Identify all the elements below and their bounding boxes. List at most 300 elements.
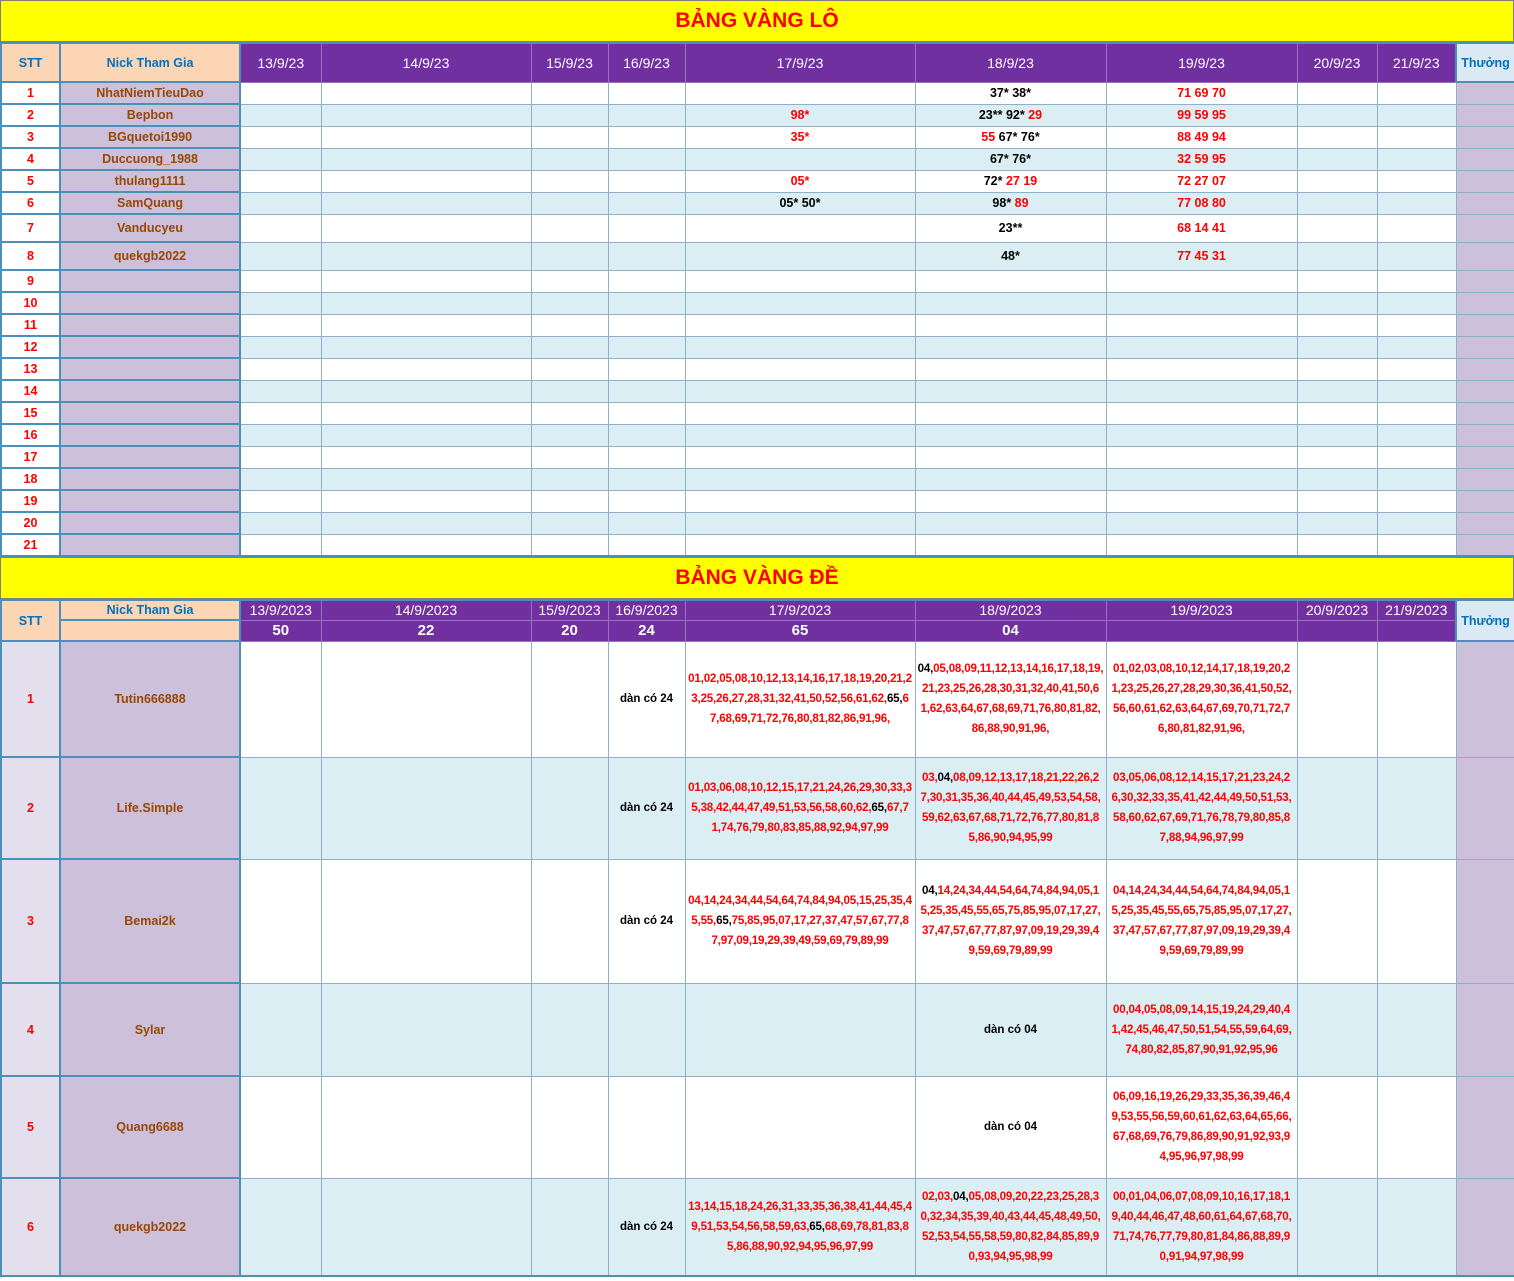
lo-cell-d16: [608, 126, 685, 148]
de-header-nick: Nick Tham Gia: [60, 600, 240, 620]
lo-cell-d14: [321, 214, 531, 242]
de-cell-d16: [608, 983, 685, 1076]
de-cell-d16: dàn có 24: [608, 641, 685, 757]
lo-cell-d16: [608, 314, 685, 336]
lo-cell-d16: [608, 148, 685, 170]
de-cell-d21: [1377, 1178, 1456, 1276]
lo-row-stt: 1: [1, 82, 60, 104]
lo-table-row: [1, 270, 1514, 292]
de-cell-d18: 04,05,08,09,11,12,13,14,16,17,18,19,21,23,25,26,28,30,31,32,40,41,50,61,62,63,64,67,68,69,71,76,80,81,82,86,88,90,91,96,: [915, 641, 1106, 757]
lo-row-stt: 2: [1, 104, 60, 126]
lo-cell-d20: [1297, 214, 1377, 242]
lo-row-nick: Bepbon: [60, 104, 240, 126]
lo-cell-d18: 55 67* 76*: [915, 126, 1106, 148]
lo-cell-d15: [531, 380, 608, 402]
de-table-row: [1, 641, 1514, 757]
lo-cell-d21: [1377, 490, 1456, 512]
lo-table-row: [1, 468, 1514, 490]
lo-row-thuong: [1456, 170, 1514, 192]
de-cell-d17: [685, 983, 915, 1076]
lo-row-thuong: [1456, 490, 1514, 512]
de-header-date: 17/9/2023: [685, 600, 915, 620]
lo-row-nick: BGquetoi1990: [60, 126, 240, 148]
de-row-stt: 3: [1, 859, 60, 983]
lo-cell-d14: [321, 534, 531, 556]
lo-cell-d18: [915, 270, 1106, 292]
lo-cell-d16: [608, 270, 685, 292]
de-header-nick-blank: [60, 620, 240, 641]
lo-cell-d20: [1297, 424, 1377, 446]
lo-cell-d16: [608, 490, 685, 512]
de-row-stt: 1: [1, 641, 60, 757]
lo-cell-d19: [1106, 468, 1297, 490]
lo-table-row: [1, 292, 1514, 314]
de-row-thuong: [1456, 983, 1514, 1076]
lo-cell-d13: [240, 336, 321, 358]
lo-row-nick: Duccuong_1988: [60, 148, 240, 170]
de-header-date: 20/9/2023: [1297, 600, 1377, 620]
lo-row-thuong: [1456, 270, 1514, 292]
lo-cell-d13: [240, 82, 321, 104]
lo-row-nick: SamQuang: [60, 192, 240, 214]
lo-row-thuong: [1456, 242, 1514, 270]
lo-cell-d17: [685, 314, 915, 336]
lo-cell-d17: [685, 270, 915, 292]
de-result: 20: [531, 620, 608, 641]
de-cell-d21: [1377, 757, 1456, 859]
lo-cell-d20: [1297, 358, 1377, 380]
lo-table-row: [1, 126, 1514, 148]
lo-row-stt: 6: [1, 192, 60, 214]
de-result: 04: [915, 620, 1106, 641]
lo-row-nick: quekgb2022: [60, 242, 240, 270]
lo-cell-d15: [531, 490, 608, 512]
lo-table-row: [1, 314, 1514, 336]
lo-cell-d13: [240, 534, 321, 556]
de-result: [1297, 620, 1377, 641]
de-header-date: 18/9/2023: [915, 600, 1106, 620]
de-cell-d17: 04,14,24,34,44,54,64,74,84,94,05,15,25,35,45,55,65,75,85,95,07,17,27,37,47,57,67,77,87,97,09,19,29,39,49,59,69,79,89,99: [685, 859, 915, 983]
lo-row-stt: 4: [1, 148, 60, 170]
de-cell-d15: [531, 859, 608, 983]
lo-cell-d16: [608, 292, 685, 314]
de-cell-d16: dàn có 24: [608, 859, 685, 983]
lo-cell-d21: [1377, 292, 1456, 314]
lo-table-row: [1, 82, 1514, 104]
lo-table-row: [1, 534, 1514, 556]
lo-cell-d19: 72 27 07: [1106, 170, 1297, 192]
lo-cell-d21: [1377, 242, 1456, 270]
lo-cell-d18: 67* 76*: [915, 148, 1106, 170]
de-table-row: [1, 1178, 1514, 1276]
lo-cell-d13: [240, 512, 321, 534]
lo-cell-d20: [1297, 446, 1377, 468]
lo-row-thuong: [1456, 126, 1514, 148]
lo-cell-d20: [1297, 170, 1377, 192]
lo-cell-d17: [685, 424, 915, 446]
de-row-stt: 6: [1, 1178, 60, 1276]
de-result: 24: [608, 620, 685, 641]
lo-cell-d14: [321, 468, 531, 490]
lo-row-thuong: [1456, 468, 1514, 490]
lo-cell-d18: 23**: [915, 214, 1106, 242]
lo-cell-d17: [685, 82, 915, 104]
lo-cell-d13: [240, 358, 321, 380]
lo-row-stt: 16: [1, 424, 60, 446]
lo-cell-d16: [608, 82, 685, 104]
lo-cell-d18: [915, 314, 1106, 336]
lo-table-row: [1, 336, 1514, 358]
lo-row-thuong: [1456, 380, 1514, 402]
lo-cell-d17: 05*: [685, 170, 915, 192]
lo-header-nick: Nick Tham Gia: [60, 43, 240, 82]
lo-row-nick: [60, 446, 240, 468]
lo-cell-d19: 88 49 94: [1106, 126, 1297, 148]
lo-cell-d14: [321, 126, 531, 148]
lo-cell-d14: [321, 270, 531, 292]
lo-cell-d16: [608, 192, 685, 214]
de-cell-d19: 06,09,16,19,26,29,33,35,36,39,46,49,53,55,56,59,60,61,62,63,64,65,66,67,68,69,76,79,86,89,90,91,92,93,94,95,96,97,98,99: [1106, 1076, 1297, 1178]
de-table-row: [1, 1076, 1514, 1178]
lo-row-stt: 3: [1, 126, 60, 148]
lo-cell-d20: [1297, 104, 1377, 126]
lo-cell-d16: [608, 468, 685, 490]
de-cell-d16: dàn có 24: [608, 757, 685, 859]
lo-cell-d18: 37* 38*: [915, 82, 1106, 104]
lo-table-row: [1, 104, 1514, 126]
lo-cell-d19: [1106, 358, 1297, 380]
de-row-thuong: [1456, 1178, 1514, 1276]
de-cell-d19: 04,14,24,34,44,54,64,74,84,94,05,15,25,35,45,55,65,75,85,95,07,17,27,37,47,57,67,77,87,97,09,19,29,39,49,59,69,79,89,99: [1106, 859, 1297, 983]
lo-row-nick: [60, 270, 240, 292]
lo-row-stt: 11: [1, 314, 60, 336]
de-cell-d20: [1297, 859, 1377, 983]
lo-cell-d18: [915, 336, 1106, 358]
lo-cell-d13: [240, 270, 321, 292]
lo-table-row: [1, 424, 1514, 446]
lo-table-row: [1, 490, 1514, 512]
lo-header-date: 19/9/23: [1106, 43, 1297, 82]
lo-cell-d17: 98*: [685, 104, 915, 126]
lo-cell-d19: 32 59 95: [1106, 148, 1297, 170]
de-result: [1106, 620, 1297, 641]
lo-cell-d19: [1106, 424, 1297, 446]
lo-cell-d15: [531, 534, 608, 556]
de-cell-d13: [240, 641, 321, 757]
lo-table-row: [1, 148, 1514, 170]
lo-cell-d18: [915, 292, 1106, 314]
de-result: 50: [240, 620, 321, 641]
lo-cell-d13: [240, 468, 321, 490]
lo-cell-d21: [1377, 214, 1456, 242]
lo-cell-d16: [608, 402, 685, 424]
lo-row-thuong: [1456, 214, 1514, 242]
lo-cell-d19: 99 59 95: [1106, 104, 1297, 126]
lo-cell-d21: [1377, 512, 1456, 534]
de-cell-d15: [531, 757, 608, 859]
de-header-thuong: Thưởng: [1456, 600, 1514, 641]
lo-cell-d15: [531, 424, 608, 446]
lo-cell-d17: [685, 148, 915, 170]
lo-cell-d21: [1377, 270, 1456, 292]
lo-cell-d15: [531, 446, 608, 468]
lo-cell-d14: [321, 314, 531, 336]
de-header-date: 16/9/2023: [608, 600, 685, 620]
lo-cell-d17: [685, 490, 915, 512]
de-cell-d20: [1297, 757, 1377, 859]
de-row-nick: quekgb2022: [60, 1178, 240, 1276]
lo-cell-d14: [321, 446, 531, 468]
de-cell-d19: 03,05,06,08,12,14,15,17,21,23,24,26,30,32,33,35,41,42,44,49,50,51,53,58,60,62,67,69,71,76,78,79,80,85,87,88,94,96,97,99: [1106, 757, 1297, 859]
lo-cell-d13: [240, 192, 321, 214]
de-header-date: 13/9/2023: [240, 600, 321, 620]
de-cell-d21: [1377, 1076, 1456, 1178]
lo-cell-d17: [685, 534, 915, 556]
lo-cell-d18: [915, 380, 1106, 402]
lo-cell-d21: [1377, 170, 1456, 192]
lo-cell-d18: 98* 89: [915, 192, 1106, 214]
lo-cell-d14: [321, 82, 531, 104]
lo-cell-d19: [1106, 490, 1297, 512]
lo-cell-d13: [240, 380, 321, 402]
de-cell-d15: [531, 641, 608, 757]
lo-cell-d19: [1106, 446, 1297, 468]
lo-cell-d18: [915, 424, 1106, 446]
de-cell-d20: [1297, 641, 1377, 757]
de-row-thuong: [1456, 757, 1514, 859]
lo-row-nick: thulang1111: [60, 170, 240, 192]
lo-cell-d19: [1106, 336, 1297, 358]
lo-cell-d13: [240, 314, 321, 336]
de-result: 22: [321, 620, 531, 641]
lo-cell-d15: [531, 512, 608, 534]
lo-cell-d15: [531, 270, 608, 292]
lo-row-thuong: [1456, 446, 1514, 468]
lo-cell-d19: 68 14 41: [1106, 214, 1297, 242]
de-header-date: 19/9/2023: [1106, 600, 1297, 620]
lo-cell-d16: [608, 534, 685, 556]
lo-cell-d16: [608, 104, 685, 126]
lo-row-nick: [60, 336, 240, 358]
lo-cell-d14: [321, 336, 531, 358]
de-cell-d19: 00,04,05,08,09,14,15,19,24,29,40,41,42,45,46,47,50,51,54,55,59,64,69,74,80,82,85,87,90,91,92,95,96: [1106, 983, 1297, 1076]
lo-cell-d18: [915, 490, 1106, 512]
lo-cell-d17: [685, 336, 915, 358]
de-cell-d17: 01,03,06,08,10,12,15,17,21,24,26,29,30,33,35,38,42,44,47,49,51,53,56,58,60,62,65,67,71,74,76,79,80,83,85,88,92,94,97,99: [685, 757, 915, 859]
lo-table-row: [1, 358, 1514, 380]
lo-cell-d20: [1297, 512, 1377, 534]
de-row-nick: Life.Simple: [60, 757, 240, 859]
lo-cell-d18: [915, 358, 1106, 380]
de-cell-d18: 03,04,08,09,12,13,17,18,21,22,26,27,30,31,35,36,40,44,45,49,53,54,58,59,62,63,67,68,71,72,76,77,80,81,85,86,90,94,95,99: [915, 757, 1106, 859]
de-cell-d21: [1377, 641, 1456, 757]
de-header-date: 15/9/2023: [531, 600, 608, 620]
lo-row-thuong: [1456, 82, 1514, 104]
lo-row-nick: [60, 402, 240, 424]
lo-cell-d21: [1377, 402, 1456, 424]
lo-cell-d13: [240, 242, 321, 270]
lo-cell-d16: [608, 424, 685, 446]
lo-row-stt: 10: [1, 292, 60, 314]
lo-cell-d17: [685, 292, 915, 314]
lo-cell-d14: [321, 402, 531, 424]
lo-header-date: 15/9/23: [531, 43, 608, 82]
de-row-thuong: [1456, 859, 1514, 983]
lo-row-nick: [60, 468, 240, 490]
de-cell-d19: 01,02,03,08,10,12,14,17,18,19,20,21,23,25,26,27,28,29,30,36,41,50,52,56,60,61,62,63,64,67,69,70,71,72,76,80,81,82,91,96,: [1106, 641, 1297, 757]
lo-row-thuong: [1456, 402, 1514, 424]
lo-cell-d14: [321, 490, 531, 512]
lo-cell-d13: [240, 490, 321, 512]
de-row-thuong: [1456, 1076, 1514, 1178]
de-header-date: 14/9/2023: [321, 600, 531, 620]
de-table-row: [1, 983, 1514, 1076]
lo-cell-d14: [321, 358, 531, 380]
lo-row-thuong: [1456, 358, 1514, 380]
lo-cell-d13: [240, 170, 321, 192]
lo-cell-d13: [240, 446, 321, 468]
lo-cell-d16: [608, 380, 685, 402]
lo-cell-d13: [240, 126, 321, 148]
lo-row-stt: 15: [1, 402, 60, 424]
de-title: BẢNG VÀNG ĐỀ: [0, 557, 1514, 599]
lo-cell-d14: [321, 242, 531, 270]
lo-cell-d14: [321, 512, 531, 534]
de-cell-d17: 01,02,05,08,10,12,13,14,16,17,18,19,20,21,23,25,26,27,28,31,32,41,50,52,56,61,62,65,67,68,69,71,72,76,80,81,82,86,91,96,: [685, 641, 915, 757]
lo-table-row: [1, 402, 1514, 424]
lo-row-stt: 17: [1, 446, 60, 468]
lo-cell-d19: 77 08 80: [1106, 192, 1297, 214]
lo-cell-d17: [685, 242, 915, 270]
lo-row-thuong: [1456, 314, 1514, 336]
lo-cell-d15: [531, 104, 608, 126]
de-result: 65: [685, 620, 915, 641]
lo-cell-d21: [1377, 126, 1456, 148]
de-cell-d18: dàn có 04: [915, 983, 1106, 1076]
lo-cell-d20: [1297, 490, 1377, 512]
lo-cell-d15: [531, 242, 608, 270]
de-cell-d15: [531, 1076, 608, 1178]
lo-cell-d19: [1106, 380, 1297, 402]
de-cell-d18: 02,03,04,05,08,09,20,22,23,25,28,30,32,34,35,39,40,43,44,45,48,49,50,52,53,54,55,58,59,80,82,84,85,89,90,93,94,95,98,99: [915, 1178, 1106, 1276]
lo-cell-d15: [531, 214, 608, 242]
lo-cell-d17: [685, 446, 915, 468]
de-cell-d15: [531, 1178, 608, 1276]
lo-cell-d20: [1297, 380, 1377, 402]
de-row-stt: 5: [1, 1076, 60, 1178]
de-cell-d15: [531, 983, 608, 1076]
lo-cell-d15: [531, 292, 608, 314]
lo-header-date: 13/9/23: [240, 43, 321, 82]
lo-cell-d21: [1377, 446, 1456, 468]
lo-cell-d17: [685, 214, 915, 242]
lo-cell-d21: [1377, 192, 1456, 214]
lo-cell-d16: [608, 242, 685, 270]
lo-cell-d21: [1377, 336, 1456, 358]
lo-row-stt: 8: [1, 242, 60, 270]
lo-cell-d17: [685, 358, 915, 380]
lo-cell-d16: [608, 512, 685, 534]
de-cell-d13: [240, 859, 321, 983]
lo-cell-d19: [1106, 270, 1297, 292]
lo-table-row: [1, 192, 1514, 214]
lo-row-stt: 7: [1, 214, 60, 242]
lo-cell-d18: [915, 446, 1106, 468]
de-cell-d20: [1297, 1178, 1377, 1276]
lo-cell-d15: [531, 148, 608, 170]
lo-cell-d21: [1377, 534, 1456, 556]
de-cell-d14: [321, 1178, 531, 1276]
de-row-nick: Sylar: [60, 983, 240, 1076]
lo-table-row: [1, 170, 1514, 192]
lo-header-date: 18/9/23: [915, 43, 1106, 82]
lo-cell-d21: [1377, 82, 1456, 104]
lo-cell-d20: [1297, 82, 1377, 104]
lo-cell-d15: [531, 170, 608, 192]
lo-cell-d19: [1106, 402, 1297, 424]
lo-table-row: [1, 214, 1514, 242]
lo-cell-d17: [685, 402, 915, 424]
lo-cell-d19: 77 45 31: [1106, 242, 1297, 270]
lo-cell-d18: 48*: [915, 242, 1106, 270]
lo-header-date: 16/9/23: [608, 43, 685, 82]
de-cell-d14: [321, 859, 531, 983]
lo-cell-d17: 05* 50*: [685, 192, 915, 214]
de-cell-d17: 13,14,15,18,24,26,31,33,35,36,38,41,44,45,49,51,53,54,56,58,59,63,65,68,69,78,81,83,85,86,88,90,92,94,95,96,97,99: [685, 1178, 915, 1276]
de-cell-d16: [608, 1076, 685, 1178]
lo-cell-d18: [915, 534, 1106, 556]
de-row-nick: Quang6688: [60, 1076, 240, 1178]
lo-header-date: 14/9/23: [321, 43, 531, 82]
lo-cell-d17: [685, 380, 915, 402]
lo-cell-d15: [531, 336, 608, 358]
lo-cell-d21: [1377, 314, 1456, 336]
lo-row-nick: NhatNiemTieuDao: [60, 82, 240, 104]
lo-row-nick: [60, 314, 240, 336]
lo-row-thuong: [1456, 292, 1514, 314]
lo-cell-d14: [321, 170, 531, 192]
lo-cell-d21: [1377, 104, 1456, 126]
lo-cell-d20: [1297, 148, 1377, 170]
lo-cell-d13: [240, 402, 321, 424]
lo-cell-d13: [240, 292, 321, 314]
de-cell-d20: [1297, 983, 1377, 1076]
lo-header-date: 17/9/23: [685, 43, 915, 82]
lo-cell-d20: [1297, 468, 1377, 490]
de-row-thuong: [1456, 641, 1514, 757]
lo-cell-d15: [531, 192, 608, 214]
lo-cell-d19: [1106, 314, 1297, 336]
de-table: [0, 599, 1514, 1277]
lo-cell-d19: [1106, 512, 1297, 534]
de-cell-d18: dàn có 04: [915, 1076, 1106, 1178]
lo-row-nick: [60, 490, 240, 512]
lo-cell-d18: [915, 402, 1106, 424]
lo-title: BẢNG VÀNG LÔ: [0, 0, 1514, 42]
lo-header-thuong: Thưởng: [1456, 43, 1514, 82]
lo-row-nick: [60, 424, 240, 446]
lo-row-thuong: [1456, 512, 1514, 534]
lo-cell-d14: [321, 148, 531, 170]
lo-row-stt: 14: [1, 380, 60, 402]
lo-cell-d20: [1297, 402, 1377, 424]
de-result: [1377, 620, 1456, 641]
lo-cell-d17: [685, 468, 915, 490]
lo-cell-d18: 23** 92* 29: [915, 104, 1106, 126]
lo-row-stt: 19: [1, 490, 60, 512]
lo-row-stt: 21: [1, 534, 60, 556]
lo-cell-d21: [1377, 148, 1456, 170]
